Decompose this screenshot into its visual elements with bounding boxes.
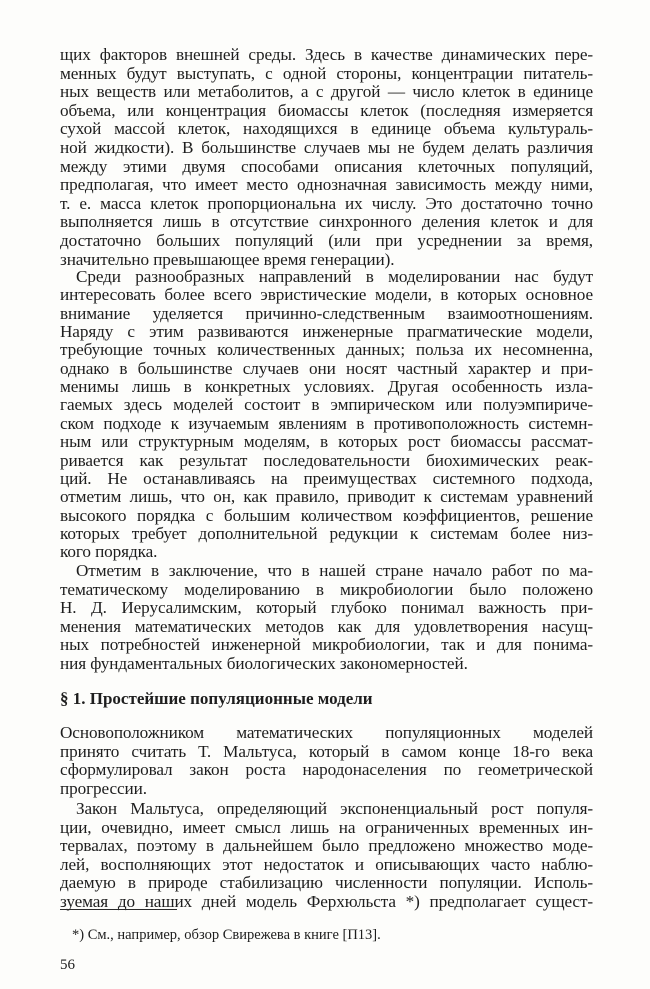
text-line: ным или структурным моделям, в которых рост биомассы рассмат-	[60, 432, 593, 452]
text-line: щих факторов внешней среды. Здесь в качестве динамических пере-	[60, 45, 593, 64]
text-line: тематическому моделированию в микробиологии было положено	[60, 579, 593, 599]
text-line: менных будут выступать, с одной стороны, концентрации питатель-	[60, 63, 593, 83]
text-line: выполняется лишь в отсутствие синхронного деления клеток и для	[60, 212, 593, 232]
text-line: высокого порядка с большим количеством коэффициентов, решение	[60, 505, 593, 525]
text-line: даемую в природе стабилизацию численности популяции. Исполь-	[60, 873, 593, 893]
text-line: Н. Д. Иерусалимским, который глубоко понимал важность при-	[60, 598, 593, 618]
section-heading: § 1. Простейшие популяционные модели	[60, 689, 373, 708]
text-line: Отметим в заключение, что в нашей стране начало работ по ма-	[76, 561, 593, 580]
text-line: предполагая, что имеет место однозначная зависимость между ними,	[60, 175, 593, 195]
text-line: значительно превышающее время генерации).	[60, 249, 395, 269]
text-line: зуемая до наших дней модель Ферхюльста *) предполагает сущест-	[60, 892, 593, 911]
footnote: *) См., например, обзор Свирежева в книге [П13].	[72, 927, 381, 943]
text-line: менения математических методов как для удовлетворения насущ-	[60, 616, 593, 636]
text-line: сухой массой клеток, находящихся в единице объема культураль-	[60, 119, 593, 139]
text-line: Основоположником математических популяционных моделей	[60, 723, 593, 742]
text-line: внимание уделяется причинно-следственным взаимоотношениям.	[60, 303, 593, 323]
text-line: ной жидкости). В большинстве случаев мы не будем делать различия	[60, 138, 593, 157]
page-number: 56	[60, 957, 75, 973]
text-line: которых требует дополнительной редукции к системам более низ-	[60, 523, 593, 543]
text-line: Наряду с этим развиваются инженерные прагматические модели,	[60, 322, 593, 342]
text-line: ском подходе к изучаемым явлениям в противоположность системн-	[60, 413, 593, 433]
text-line: интересовать более всего эвристические модели, в которых основное	[60, 285, 593, 305]
text-line: ции, очевидно, имеет смысл лишь на ограниченных временных ин-	[60, 817, 593, 837]
text-line: требующие точных количественных данных; польза их несомненна,	[60, 340, 593, 360]
text-line: прогрессии.	[60, 778, 147, 798]
text-line: отметим лишь, что он, как правило, приводит к системам уравнений	[60, 487, 593, 507]
text-line: объема, или концентрация биомассы клеток (последняя измеряется	[60, 100, 593, 120]
text-line: тервалах, поэтому в дальнейшем было предложено множество моде-	[60, 836, 593, 856]
text-line: принято считать Т. Мальтуса, который в самом конце 18-го века	[60, 741, 593, 761]
text-line: кого порядка.	[60, 542, 158, 562]
text-line: лей, восполняющих этот недостаток и описывающих часто наблю-	[60, 854, 593, 874]
text-line: между этими двумя способами описания клеточных популяций,	[60, 156, 593, 176]
text-line: ных веществ или метаболитов, а с другой — число клеток в единице	[60, 82, 593, 102]
text-line: ния фундаментальных биологических закономерностей.	[60, 654, 468, 673]
text-line: сформулировал закон роста народонаселения по геометрической	[60, 760, 593, 780]
text-line: Закон Мальтуса, определяющий экспоненциальный рост популя-	[76, 799, 593, 818]
footnote-rule	[60, 909, 177, 910]
text-line: т. е. масса клеток пропорциональна их числу. Это достаточно точно	[60, 193, 593, 213]
text-line: ных потребностей инженерной микробиологии, так и для понима-	[60, 635, 593, 655]
text-line: ривается как результат последовательности биохимических реак-	[60, 450, 593, 470]
text-line: ций. Не останавливаясь на преимуществах системного подхода,	[60, 468, 593, 488]
text-line: однако в большинстве случаев они носят частный характер и при-	[60, 358, 593, 378]
text-line: достаточно больших популяций (или при усреднении за время,	[60, 231, 593, 250]
text-line: гаемых здесь моделей состоит в эмпирическом или полуэмпириче-	[60, 395, 593, 415]
text-line: Среди разнообразных направлений в моделировании нас будут	[76, 267, 593, 286]
text-line: менимы лишь в конкретных условиях. Другая особенность изла-	[60, 377, 593, 397]
